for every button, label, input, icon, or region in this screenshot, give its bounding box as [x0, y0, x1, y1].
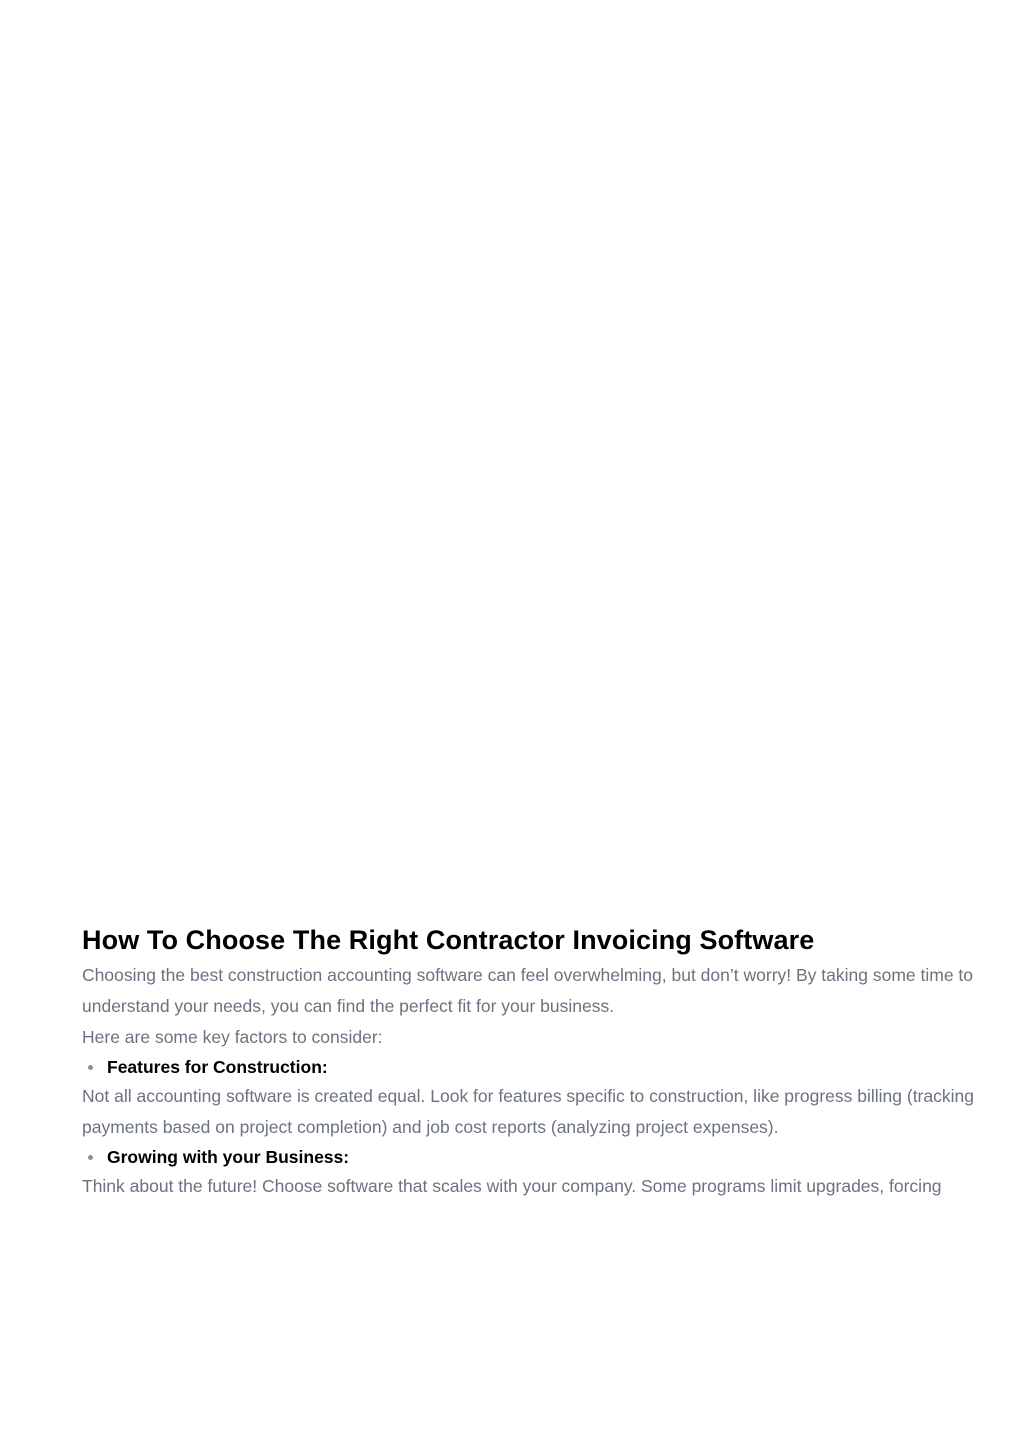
bullet-title-features: Features for Construction: [107, 1057, 328, 1077]
bullet-item-features [82, 1053, 982, 1081]
bullet-list-growing [82, 1143, 982, 1171]
growing-paragraph: Think about the future! Choose software that scales with your company. Some programs limit upgrades, forcing [82, 1176, 942, 1196]
article-content [82, 920, 982, 1202]
features-paragraph: Not all accounting software is created equal. Look for features specific to construction, like progress billing (tracking payments based on project completion) and job cost reports (analyzing project expenses). [82, 1086, 974, 1137]
factors-intro-paragraph: Here are some key factors to consider: [82, 1027, 383, 1047]
bullet-title-growing: Growing with your Business: [107, 1147, 350, 1167]
intro-paragraph: Choosing the best construction accounting software can feel overwhelming, but don’t worry! By taking some time to understand your needs, you can find the perfect fit for your business. [82, 965, 974, 1016]
bullet-list-features [82, 1053, 982, 1081]
bullet-dot-icon [88, 1155, 93, 1160]
bullet-item-growing [82, 1143, 982, 1171]
bullet-dot-icon [88, 1065, 93, 1070]
article-heading: How To Choose The Right Contractor Invoicing Software [82, 925, 815, 955]
